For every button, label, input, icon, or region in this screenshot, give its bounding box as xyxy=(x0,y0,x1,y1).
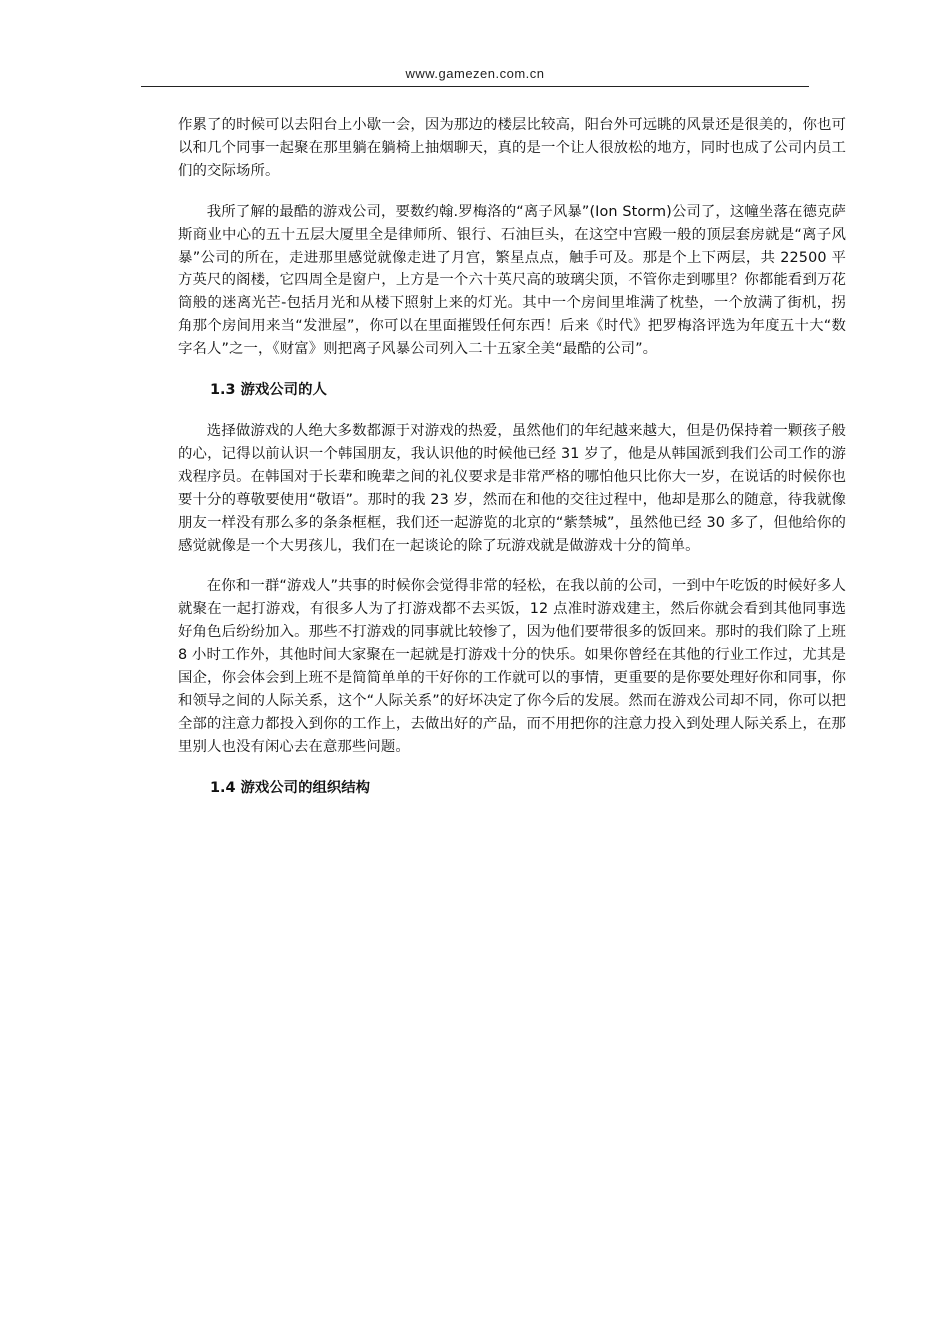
document-body xyxy=(178,114,846,818)
header-url: www.gamezen.com.cn xyxy=(405,66,545,81)
section-heading-1-4: 1.4 游戏公司的组织结构 xyxy=(210,779,371,796)
paragraph-balcony: 作累了的时候可以去阳台上小歇一会，因为那边的楼层比较高，阳台外可远眺的风景还是很美的，你也可以和几个同事一起聚在那里躺在躺椅上抽烟聊天，真的是一个让人很放松的地方，同时也成了公司内员工们的交际场所。 xyxy=(178,117,846,179)
paragraph-working-atmosphere: 在你和一群“游戏人”共事的时候你会觉得非常的轻松，在我以前的公司，一到中午吃饭的时候好多人就聚在一起打游戏，有很多人为了打游戏都不去买饭，12 点准时游戏建主，然后你就会看到其他同事选好角色后纷纷加入。那些不打游戏的同事就比较惨了，因为他们要带很多的饭回来。那时的我们除了上班 8 小时工作外，其他时间大家聚在一起就是打游戏十分的快乐。如果你曾经在其他的行业工作过，尤其是国企，你会体会到上班不是简简单单的干好你的工作就可以的事情，更重要的是你要处理好你和同事，你和领导之间的人际关系，这个“人际关系”的好坏决定了你今后的发展。然而在游戏公司却不同，你可以把全部的注意力都投入到你的工作上，去做出好的产品，而不用把你的注意力投入到处理人际关系上，在那里别人也没有闲心去在意那些问题。 xyxy=(178,578,846,755)
paragraph-ion-storm: 我所了解的最酷的游戏公司，要数约翰.罗梅洛的“离子风暴”(Ion Storm)公司了，这幢坐落在德克萨斯商业中心的五十五层大厦里全是律师所、银行、石油巨头，在这空中宫殿一般的顶层套房就是“离子风暴”公司的所在，走进那里感觉就像走进了月宫，繁星点点，触手可及。那是个上下两层，共 22500 平方英尺的阁楼，它四周全是窗户，上方是一个六十英尺高的玻璃尖顶，不管你走到哪里？你都能看到万花筒般的迷离光芒-包括月光和从楼下照射上来的灯光。其中一个房间里堆满了枕垫，一个放满了街机，拐角那个房间用来当“发泄屋”，你可以在里面摧毁任何东西！后来《时代》把罗梅洛评选为年度五十大“数字名人”之一，《财富》则把离子风暴公司列入二十五家全美“最酷的公司”。 xyxy=(178,203,846,358)
paragraph-game-people: 选择做游戏的人绝大多数都源于对游戏的热爱，虽然他们的年纪越来越大，但是仍保持着一颗孩子般的心，记得以前认识一个韩国朋友，我认识他的时候他已经 31 岁了，他是从韩国派到我们公司工作的游戏程序员。在韩国对于长辈和晚辈之间的礼仪要求是非常严格的哪怕他只比你大一岁，在说话的时候你也要十分的尊敬要使用“敬语”。那时的我 23 岁，然而在和他的交往过程中，他却是那么的随意，待我就像朋友一样没有那么多的条条框框，我们还一起游览的北京的“紫禁城”，虽然他已经 30 多了，但他给你的感觉就像是一个大男孩儿，我们在一起谈论的除了玩游戏就是做游戏十分的简单。 xyxy=(178,422,846,554)
header-divider xyxy=(141,86,809,87)
section-heading-1-3: 1.3 游戏公司的人 xyxy=(210,382,327,399)
page-header xyxy=(141,66,809,88)
